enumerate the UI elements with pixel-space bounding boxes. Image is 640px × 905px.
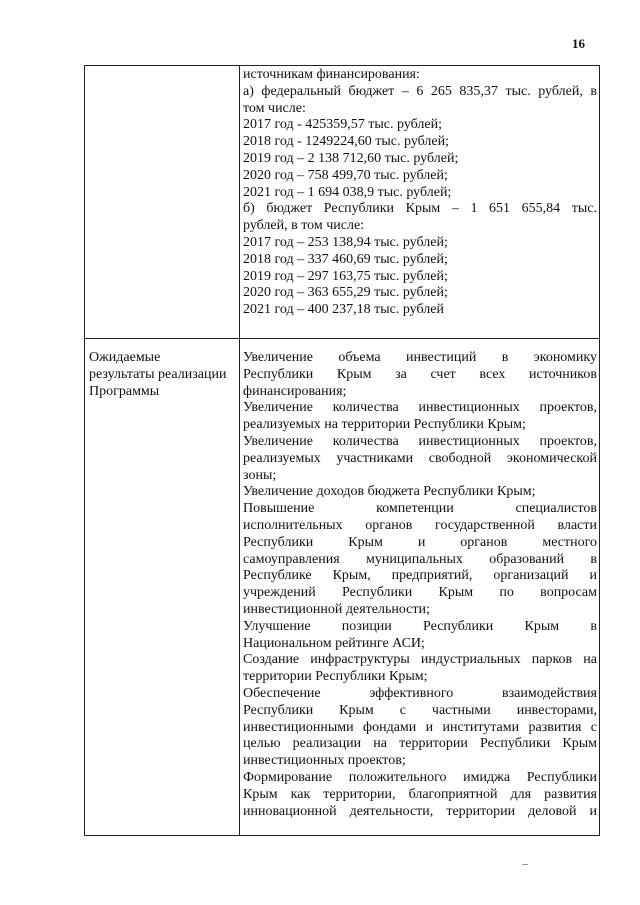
content-line: Увеличение объема инвестиций в экономику — [243, 350, 597, 365]
content-line: инвестиционных проектов; — [243, 753, 406, 769]
content-line: 2020 год – 758 499,70 тыс. рублей; — [243, 167, 448, 183]
table-row — [85, 66, 600, 339]
row-label — [85, 66, 239, 77]
content-line: 2020 год – 363 655,29 тыс. рублей; — [243, 285, 448, 301]
content-line: Повышение компетенции специалистов — [243, 501, 597, 517]
content-line: 2019 год – 297 163,75 тыс. рублей; — [243, 268, 448, 284]
page-number: 16 — [572, 36, 585, 51]
label-line: Ожидаемые — [89, 350, 161, 365]
content-line: самоуправления муниципальных образований в — [243, 551, 597, 567]
row-label-cell — [85, 66, 240, 339]
content-line: 2021 год – 400 237,18 тыс. рублей — [243, 302, 444, 318]
content-line: источникам финансирования: — [243, 67, 420, 82]
content-line: инновационной деятельности, территории деловой и — [243, 803, 597, 819]
row-content-cell — [240, 66, 600, 339]
row-label-cell — [85, 339, 240, 836]
content-line: Обеспечение эффективного взаимодействия — [243, 685, 597, 701]
content-line: Крым как территории, благоприятной для развития — [243, 786, 597, 802]
content-line: территории Республики Крым; — [243, 669, 428, 685]
content-line: Увеличение доходов бюджета Республики Крым; — [243, 484, 536, 500]
content-line: финансирования; — [243, 383, 347, 399]
content-line: инвестиционными фондами и институтами развития с — [243, 719, 597, 735]
content-line: Улучшение позиции Республики Крым в — [243, 618, 597, 634]
content-line: Республики Крым с частными инвесторами, — [243, 702, 597, 718]
content-line: целью реализации на территории Республики Крым — [243, 736, 597, 752]
content-line: исполнительных органов государственной власти — [243, 517, 597, 533]
row-label — [85, 339, 239, 400]
content-line: учреждений Республики Крым по вопросам — [243, 585, 597, 601]
content-line: а) федеральный бюджет – 6 265 835,37 тыс. рублей, в — [243, 83, 597, 99]
content-line: Увеличение количества инвестиционных проектов, — [243, 433, 597, 449]
content-line: 2019 год – 2 138 712,60 тыс. рублей; — [243, 150, 459, 166]
content-line: том числе: — [243, 100, 306, 116]
row-content — [240, 66, 599, 319]
content-line: реализуемых участниками свободной экономической — [243, 450, 597, 466]
table-row — [85, 339, 600, 836]
content-line: Формирование положительного имиджа Республики — [243, 769, 597, 785]
row-content — [240, 339, 599, 820]
content-line: 2017 год – 253 138,94 тыс. рублей; — [243, 234, 448, 250]
row-content-cell — [240, 339, 600, 836]
content-line: зоны; — [243, 467, 277, 483]
content-line: реализуемых на территории Республики Крым; — [243, 417, 526, 433]
label-line: Программы — [89, 383, 160, 399]
content-line: Республике Крым, предприятий, организаций и — [243, 568, 597, 584]
scan-mark — [522, 864, 528, 865]
content-line: 2021 год – 1 694 038,9 тыс. рублей; — [243, 184, 452, 200]
content-line: Увеличение количества инвестиционных проектов, — [243, 400, 597, 416]
content-line: Национальном рейтинге АСИ; — [243, 635, 425, 651]
content-line: Республики Крым за счет всех источников — [243, 366, 597, 382]
content-line: 2018 год - 1249224,60 тыс. рублей; — [243, 134, 450, 150]
content-line: 2017 год - 425359,57 тыс. рублей; — [243, 117, 443, 133]
program-passport-table — [84, 65, 600, 836]
content-line: 2018 год – 337 460,69 тыс. рублей; — [243, 251, 448, 267]
content-line: инвестиционной деятельности; — [243, 601, 430, 617]
label-line: результаты реализации — [89, 366, 227, 382]
content-line: рублей, в том числе: — [243, 218, 365, 234]
content-line: б) бюджет Республики Крым – 1 651 655,84 тыс. — [243, 201, 597, 217]
content-line: Создание инфраструктуры индустриальных парков на — [243, 652, 597, 668]
content-line: Республики Крым и органов местного — [243, 534, 597, 550]
